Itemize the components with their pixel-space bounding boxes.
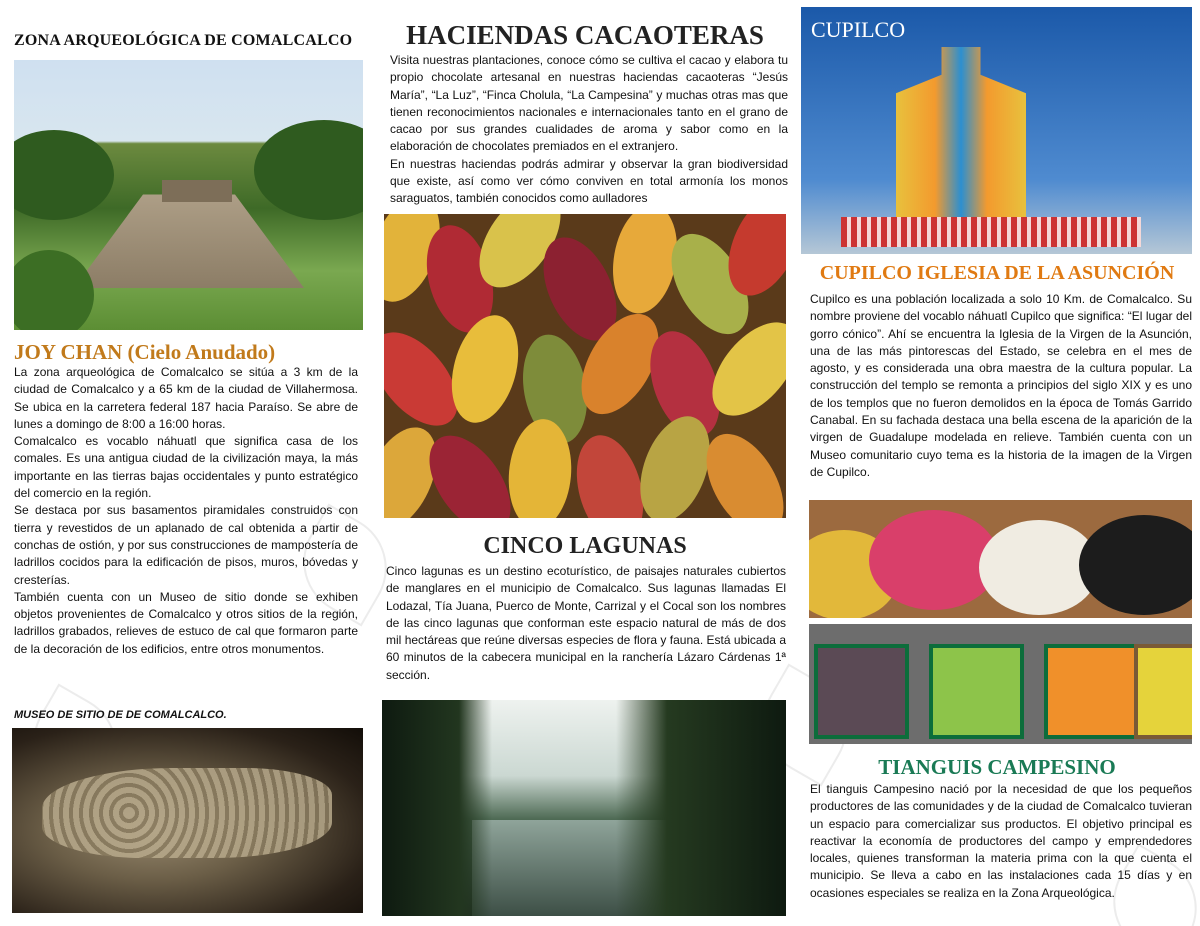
mangrove-lagoon-photo — [382, 700, 786, 916]
pyramid-photo — [14, 60, 363, 330]
museum-relief-photo — [12, 728, 363, 913]
panel-zona-arqueologica — [0, 0, 376, 926]
painted-hats-photo — [809, 500, 1192, 618]
paragraph: La zona arqueológica de Comalcalco se sitúa a 3 km de la ciudad de Comalcalco y a 65 km de la ciudad de Villahermosa. Se ubica en la carretera federal 187 hacia Paraíso. Se abre de lunes a domingo de 8:00 a 16:00 horas. — [14, 365, 358, 431]
cacao-pods-photo — [384, 214, 786, 518]
tianguis-title: TIANGUIS CAMPESINO — [878, 755, 1116, 779]
paragraph: El tianguis Campesino nació por la necesidad de que los pequeños productores de las comunidades y de la ciudad de Comalcalco tuvieran un espacio para comercializar sus productos. El objetivo principal es reactivar la economía de productores del campo y emprendedores locales, quienes transforman la materia prima con la que cuenta el municipio. Se lleva a cabo en las instalaciones cada 15 días y en ocasiones especiales se realiza en la Zona Arqueológica. — [810, 782, 1192, 900]
market-produce-photo — [809, 624, 1192, 744]
paragraph: También cuenta con un Museo de sitio donde se exhiben objetos provenientes de Comalcalco y otros sitios de la región, ladrillos grabados, relieves de estuco de cal que formaron parte de la decoración de los edificios, entre otros monumentos. — [14, 589, 358, 656]
panel-haciendas — [376, 0, 794, 926]
paragraph: En nuestras haciendas podrás admirar y observar la gran biodiversidad que existe, así como ver cómo conviven en total armonía los monos saraguatos, también conocidos como aulladores — [390, 156, 788, 206]
cupilco-text — [810, 291, 1192, 481]
paragraph: Cinco lagunas es un destino ecoturístico, de paisajes naturales cubiertos de manglares en el municipio de Comalcalco. Sus lagunas llamadas El Lodazal, Tía Juana, Puerco de Monte, Carrizal y el Cocal son los nombres de las cinco lagunas que conforman este espacio natural de más de dos mil hectáreas que reúne diversas especies de flora y fauna. Está ubicada a 60 minutos de la cabecera municipal en la ranchería Lázaro Cárdenas 1ª sección. — [386, 564, 786, 682]
tianguis-text — [810, 781, 1192, 902]
haciendas-title: HACIENDAS CACAOTERAS — [406, 20, 764, 50]
joy-chan-subtitle: JOY CHAN (Cielo Anudado) — [14, 340, 276, 364]
cinco-lagunas-title: CINCO LAGUNAS — [483, 533, 687, 559]
zona-arqueologica-text — [14, 364, 358, 658]
cupilco-church-photo — [801, 7, 1192, 254]
zona-arqueologica-title: ZONA ARQUEOLÓGICA DE COMALCALCO — [14, 32, 353, 49]
cupilco-overlay-title: CUPILCO — [811, 17, 906, 42]
paragraph: Cupilco es una población localizada a solo 10 Km. de Comalcalco. Su nombre proviene del vocablo náhuatl Cupilco que significa: “El lugar del gorro cónico”. Ahí se encuentra la Iglesia de la Virgen de la Asunción, una de las más pintorescas del Estado, se celebra en el mes de agosto, y es considerada una obra maestra de la cultura popular. La construcción del templo se remonta a principios del siglo XIX y es uno de los templos que no fueron demolidos en la época de Tomás Garrido Canabal. En su fachada destaca una bella escena de la aparición de la virgen de Guadalupe modelada en relieve. También cuenta con un Museo comunitario cuyo tema es la historia de la imagen de la Virgen de Cupilco. — [810, 292, 1192, 479]
cupilco-iglesia-title: CUPILCO IGLESIA DE LA ASUNCIÓN — [819, 262, 1175, 284]
paragraph: Visita nuestras plantaciones, conoce cómo se cultiva el cacao y elabora tu propio chocolate artesanal en nuestras haciendas cacaoteras “Jesús María”, “La Luz”, “Finca Cholula, “La Campesina” y muchas otras mas que tienen reconocimientos nacionales e internacionales tanto en el grano de cacao por sus grandes cualidades de aroma y sabor como en la elaboración de chocolates premiados en el extranjero. — [390, 53, 788, 154]
cinco-lagunas-text — [386, 563, 786, 684]
museum-caption: MUSEO DE SITIO DE DE COMALCALCO. — [14, 709, 227, 721]
panel-cupilco — [794, 0, 1200, 926]
paragraph: Comalcalco es vocablo náhuatl que significa casa de los comales. Es una antigua ciudad de la civilización maya, la más importante en las tierras bajas occidentales y punto estratégico del comercio en la región. — [14, 434, 358, 501]
paragraph: Se destaca por sus basamentos piramidales construidos con tierra y revestidos de un aplanado de cal obtenida a partir de conchas de ostión, y por sus construcciones de mampostería de ladrillos cocidos para la edificación de pisos, muros, bóvedas y cresterías. — [14, 503, 358, 587]
haciendas-text — [390, 52, 788, 208]
